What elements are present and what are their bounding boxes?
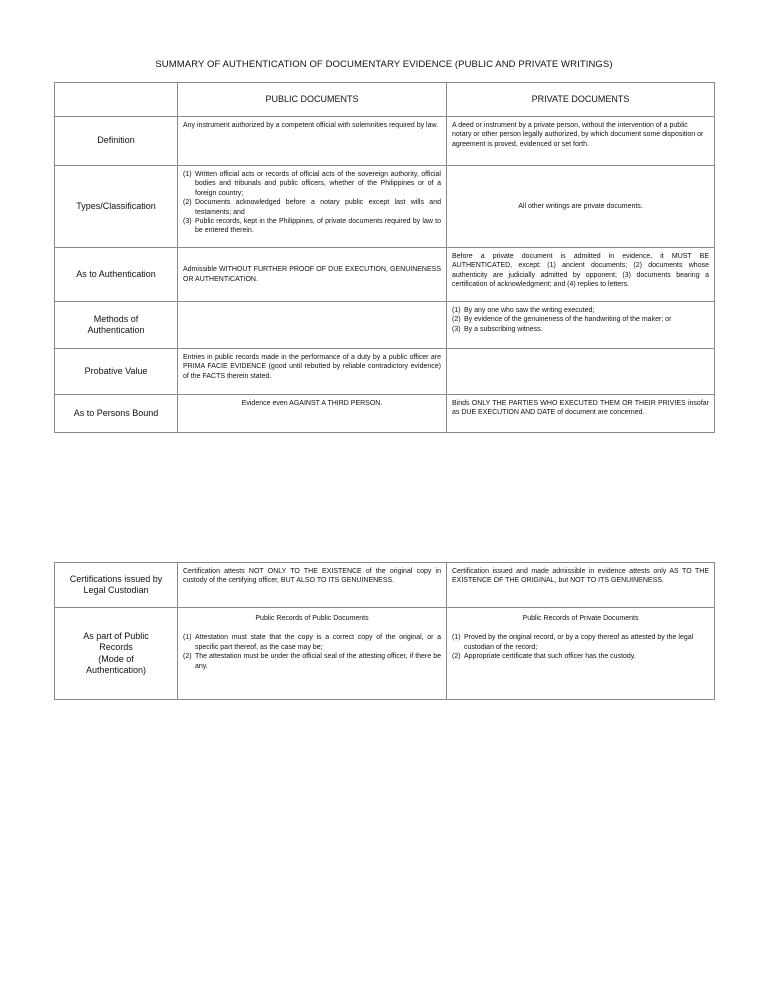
row-definition [55, 117, 715, 166]
label-persons-bound: As to Persons Bound [55, 395, 178, 433]
row-types [55, 166, 715, 248]
public-probative: Entries in public records made in the performance of a duty by a public officer are PRIMA FACIE EVIDENCE (good until rebutted by reliable contradictory evidence) of the FACTS therein stated. [178, 349, 447, 395]
public-methods [178, 302, 447, 349]
list-item: (1) Written official acts or records of official acts of the sovereign authority, official bodies and tribunals and public officers, whether of the Philippines or of a foreign country; [183, 171, 441, 197]
document-title: SUMMARY OF AUTHENTICATION OF DOCUMENTARY EVIDENCE (PUBLIC AND PRIVATE WRITINGS) [155, 59, 613, 70]
list-item: (1) Proved by the original record, or by a copy thereof as attested by the legal custodian of the record; [452, 634, 694, 651]
row-certifications [55, 563, 715, 608]
row-public-records [55, 608, 715, 700]
public-authentication: Admissible WITHOUT FURTHER PROOF OF DUE EXECUTION, GENUINENESS OR AUTHENTICATION. [178, 248, 447, 302]
certification-table [54, 562, 715, 700]
header-row [55, 83, 715, 117]
list-item: (2) Appropriate certificate that such officer has the custody. [452, 653, 636, 661]
public-records-public [178, 608, 447, 700]
row-persons-bound [55, 395, 715, 433]
label-types: Types/Classification [55, 166, 178, 248]
row-authentication [55, 248, 715, 302]
public-records-private [447, 608, 715, 700]
authentication-summary-table [54, 82, 715, 433]
header-public-documents: PUBLIC DOCUMENTS [178, 83, 447, 117]
label-definition: Definition [55, 117, 178, 166]
public-persons-bound: Evidence even AGAINST A THIRD PERSON. [178, 395, 447, 433]
public-records-public-list [183, 633, 441, 671]
private-methods-list [452, 306, 709, 334]
list-item: (1) Attestation must state that the copy is a correct copy of the original, or a specific part thereof, as the case may be; [183, 634, 441, 651]
list-item: (2) Documents acknowledged before a notary public except last wills and testaments; and [183, 199, 441, 216]
row-methods [55, 302, 715, 349]
label-probative: Probative Value [55, 349, 178, 395]
public-records-private-list [452, 633, 709, 661]
public-types-list [183, 170, 441, 236]
private-probative [447, 349, 715, 395]
list-item: (2) The attestation must be under the official seal of the attesting officer, if there be any. [183, 653, 441, 670]
private-methods [447, 302, 715, 349]
public-records-private-heading: Public Records of Private Documents [522, 615, 639, 622]
public-records-public-heading: Public Records of Public Documents [255, 615, 369, 622]
public-certifications: Certification attests NOT ONLY TO THE EXISTENCE of the original copy in custody of the certifying officer, BUT ALSO TO ITS GENUINENESS. [178, 563, 447, 608]
list-item: (3) Public records, kept in the Philippines, of private documents required by law to be entered therein. [183, 218, 441, 235]
label-public-records: As part of Public Records (Mode of Authentication) [55, 608, 178, 700]
list-item: (3) By a subscribing witness. [452, 325, 543, 333]
public-definition: Any instrument authorized by a competent official with solemnities required by law. [178, 117, 447, 166]
private-authentication: Before a private document is admitted in evidence, it MUST BE AUTHENTICATED, except: (1) ancient documents; (2) documents whose authenticity are judicially admitted by opponent; (3) documents bearing a certification of acknowledgment; and (4) replies to letters. [447, 248, 715, 302]
row-probative [55, 349, 715, 395]
label-methods: Methods of Authentication [55, 302, 178, 349]
private-persons-bound: Binds ONLY THE PARTIES WHO EXECUTED THEM OR THEIR PRIVIES insofar as DUE EXECUTION AND DATE of document are concerned. [447, 395, 715, 433]
private-certifications: Certification issued and made admissible in evidence attests only AS TO THE EXISTENCE OF THE ORIGINAL, but NOT TO ITS GENUINENESS. [447, 563, 715, 608]
public-types [178, 166, 447, 248]
private-types: All other writings are private documents. [447, 166, 715, 248]
label-certifications: Certifications issued by Legal Custodian [55, 563, 178, 608]
header-empty-cell [55, 83, 178, 117]
list-item: (1) By any one who saw the writing executed; [452, 307, 595, 314]
list-item: (2) By evidence of the genuineness of the handwriting of the maker; or [452, 316, 672, 324]
private-definition: A deed or instrument by a private person, without the intervention of a public notary or other person legally authorized, by which document some disposition or agreement is proved, evidenced or set forth. [447, 117, 715, 166]
label-authentication: As to Authentication [55, 248, 178, 302]
header-private-documents: PRIVATE DOCUMENTS [447, 83, 715, 117]
